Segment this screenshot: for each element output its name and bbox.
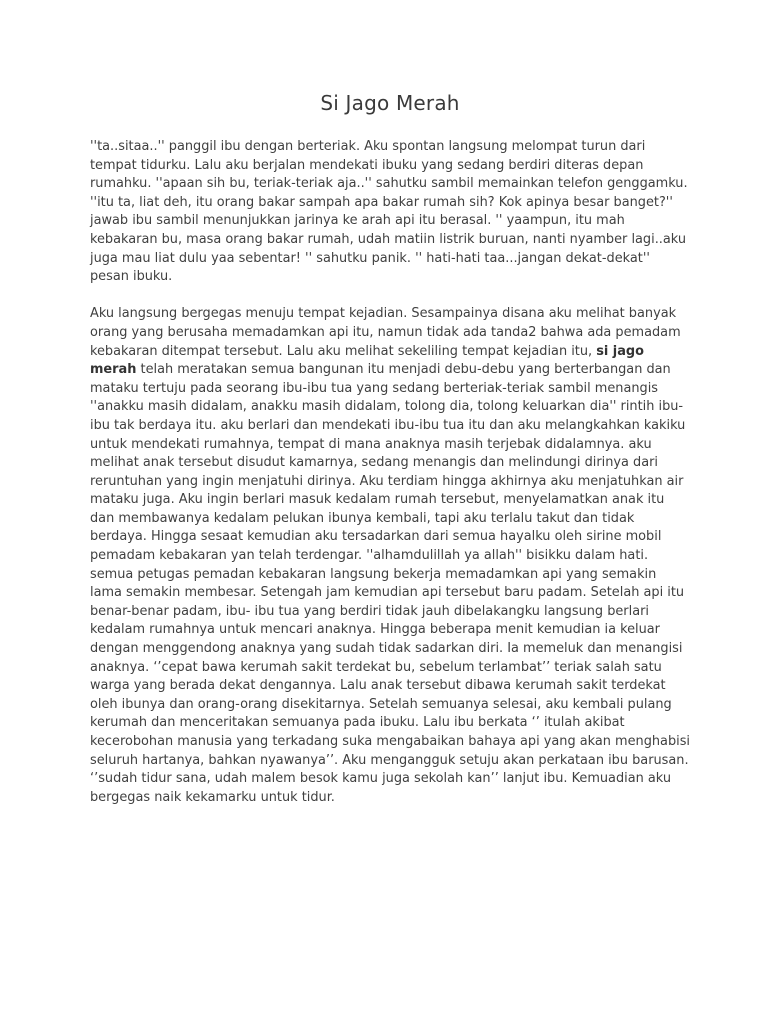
paragraph-2 <box>90 305 690 807</box>
paragraph-2-text-end: telah meratakan semua bangunan itu menjadi debu-debu yang berterbangan dan mataku tertuju pada seorang ibu-ibu tua yang sedang berteriak-teriak sambil menangis ''anakku masih didalam, anakku masih didalam, tolong dia, tolong keluarkan dia'' rintih ibu-ibu tak berdaya itu. aku berlari dan mendekati ibu-ibu tua itu dan aku melangkahkan kakiku untuk mendekati rumahnya, tempat di mana anaknya masih terjebak didalamnya. aku melihat anak tersebut disudut kamarnya, sedang menangis dan melindungi dirinya dari reruntuhan yang ingin menjatuhi dirinya. Aku terdiam hingga akhirnya aku menjatuhkan air mataku juga. Aku ingin berlari masuk kedalam rumah tersebut, menyelamatkan anak itu dan membawanya kedalam pelukan ibunya kembali, tapi aku terlalu takut dan tidak berdaya. Hingga sesaat kemudian aku tersadarkan dari semua hayalku oleh sirine mobil pemadam kebakaran yan telah terdengar. ''alhamdulillah ya allah'' bisikku dalam hati. semua petugas pemadan kebakaran langsung bekerja memadamkan api yang semakin lama semakin membesar. Setengah jam kemudian api tersebut baru padam. Setelah api itu benar-benar padam, ibu- ibu tua yang berdiri tidak jauh dibelakangku langsung berlari kedalam rumahnya untuk mencari anaknya. Hingga beberapa menit kemudian ia keluar dengan menggendong anaknya yang sudah tidak sadarkan diri. Ia memeluk dan menangisi anaknya. ‘’cepat bawa kerumah sakit terdekat bu, sebelum terlambat’’ teriak salah satu warga yang berada dekat dengannya. Lalu anak tersebut dibawa kerumah sakit terdekat oleh ibunya dan orang-orang disekitarnya. Setelah semuanya selesai, aku kembali pulang kerumah dan menceritakan semuanya pada ibuku. Lalu ibu berkata ‘’ itulah akibat kecerobohan manusia yang terkadang suka mengabaikan bahaya api yang akan menghabisi seluruh hartanya, bahkan nyawanya’’. Aku mengangguk setuju akan perkataan ibu barusan. ‘’sudah tidur sana, udah malem besok kamu juga sekolah kan’’ lanjut ibu. Kemuadian aku bergegas naik kekamarku untuk tidur. <box>90 362 691 805</box>
paragraph-2-bold-phrase: si jago merah <box>90 343 644 378</box>
document-page <box>90 88 690 807</box>
paragraph-2-text-start: Aku langsung bergegas menuju tempat kejadian. Sesampainya disana aku melihat banyak orang yang berusaha memadamkan api itu, namun tidak ada tanda2 bahwa ada pemadam kebakaran ditempat tersebut. Lalu aku melihat sekeliling tempat kejadian itu, <box>90 306 681 359</box>
paragraph-1: ''ta..sitaa..'' panggil ibu dengan berteriak. Aku spontan langsung melompat turun dari tempat tidurku. Lalu aku berjalan mendekati ibuku yang sedang berdiri diteras depan rumahku. ''apaan sih bu, teriak-teriak aja..'' sahutku sambil memainkan telefon genggamku. ''itu ta, liat deh, itu orang bakar sampah apa bakar rumah sih? Kok apinya besar banget?'' jawab ibu sambil menunjukkan jarinya ke arah api itu berasal. '' yaampun, itu mah kebakaran bu, masa orang bakar rumah, udah matiin listrik buruan, nanti nyamber lagi..aku juga mau liat dulu yaa sebentar! '' sahutku panik. '' hati-hati taa...jangan dekat-dekat'' pesan ibuku. <box>90 139 688 285</box>
document-title: Si Jago Merah <box>320 91 460 115</box>
